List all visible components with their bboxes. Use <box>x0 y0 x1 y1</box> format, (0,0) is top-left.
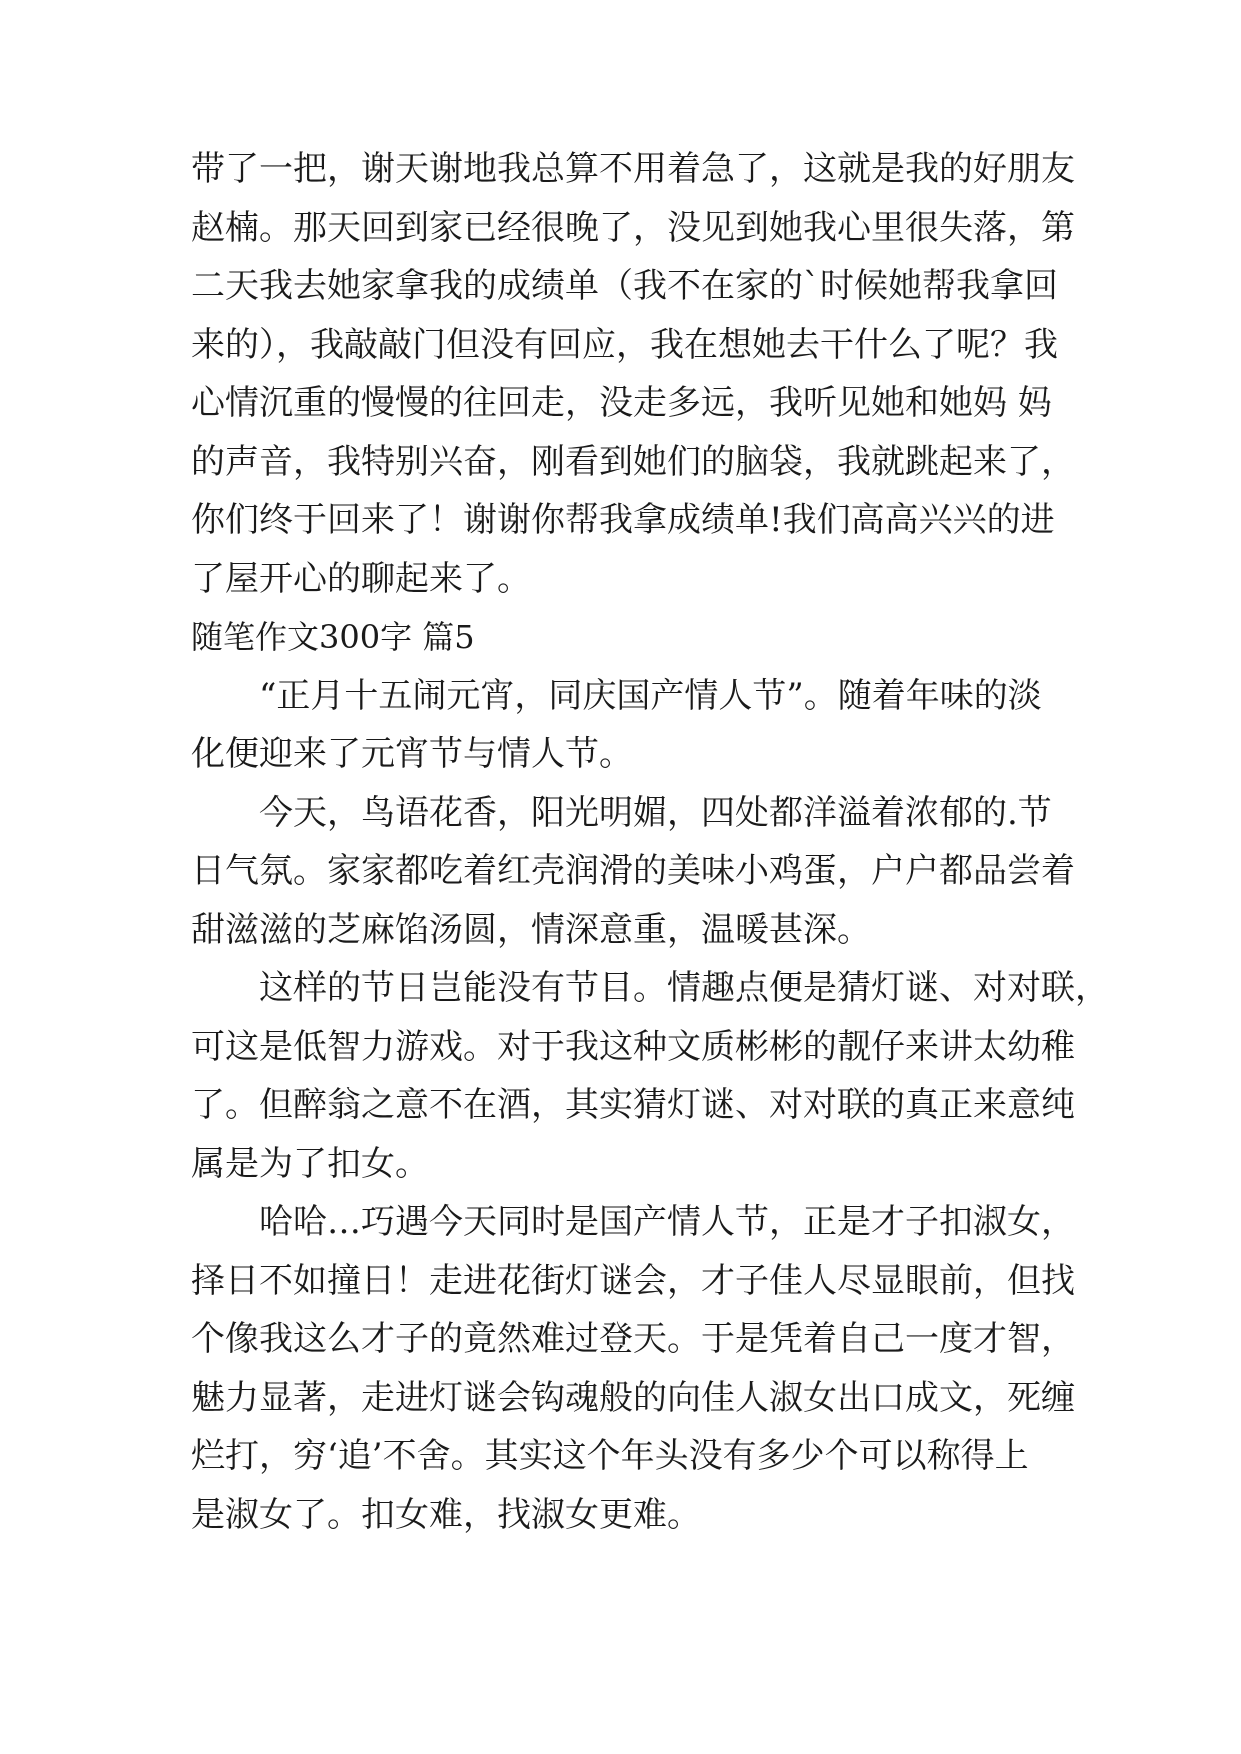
section-heading: 随笔作文300字 篇5 <box>191 618 475 656</box>
paragraph-line: “正月十五闹元宵，同庆国产情人节”。随着年味的淡 <box>259 675 1042 716</box>
paragraph-line: 择日不如撞日！走进花街灯谜会，才子佳人尽显眼前，但找 <box>191 1260 1075 1301</box>
text-line: 你们终于回来了！谢谢你帮我拿成绩单!我们高高兴兴的进 <box>191 500 1055 540</box>
paragraph-line: 属是为了扣女。 <box>191 1143 429 1184</box>
paragraph-line: 哈哈…巧遇今天同时是国产情人节，正是才子扣淑女， <box>259 1202 1075 1242</box>
text-line: 带了一把，谢天谢地我总算不用着急了，这就是我的好朋友 <box>191 149 1075 189</box>
paragraph-line: 是淑女了。扣女难，找淑女更难。 <box>191 1494 701 1535</box>
paragraph-line: 可这是低智力游戏。对于我这种文质彬彬的靓仔来讲太幼稚 <box>191 1026 1075 1067</box>
paragraph-line: 化便迎来了元宵节与情人节。 <box>191 734 633 774</box>
text-line: 来的），我敲敲门但没有回应，我在想她去干什么了呢？我 <box>191 324 1058 365</box>
paragraph-line: 今天，鸟语花香，阳光明媚，四处都洋溢着浓郁的.节 <box>259 792 1052 833</box>
text-line: 了屋开心的聊起来了。 <box>191 558 531 599</box>
paragraph-line: 魅力显著，走进灯谜会钩魂般的向佳人淑女出口成文，死缠 <box>191 1377 1075 1418</box>
paragraph-line: 这样的节日岂能没有节目。情趣点便是猜灯谜、对对联， <box>259 968 1109 1008</box>
paragraph-line: 了。但醉翁之意不在酒，其实猜灯谜、对对联的真正来意纯 <box>191 1085 1075 1125</box>
text-line: 的声音，我特别兴奋，刚看到她们的脑袋，我就跳起来了， <box>191 441 1075 482</box>
paragraph-line: 日气氛。家家都吃着红壳润滑的美味小鸡蛋，户户都品尝着 <box>191 851 1075 891</box>
paragraph-line: 个像我这么才子的竟然难过登天。于是凭着自己一度才智， <box>191 1319 1075 1359</box>
text-line: 二天我去她家拿我的成绩单（我不在家的`时候她帮我拿回 <box>191 266 1058 306</box>
text-line: 心情沉重的慢慢的往回走，没走多远，我听见她和她妈 妈 <box>191 383 1052 423</box>
essay-body <box>191 140 1109 1544</box>
text-line: 赵楠。那天回到家已经很晚了，没见到她我心里很失落，第 <box>191 207 1075 248</box>
paragraph-line: 烂打，穷‘追’不舍。其实这个年头没有多少个可以称得上 <box>191 1436 1029 1476</box>
paragraph-line: 甜滋滋的芝麻馅汤圆，情深意重，温暖甚深。 <box>191 909 871 950</box>
